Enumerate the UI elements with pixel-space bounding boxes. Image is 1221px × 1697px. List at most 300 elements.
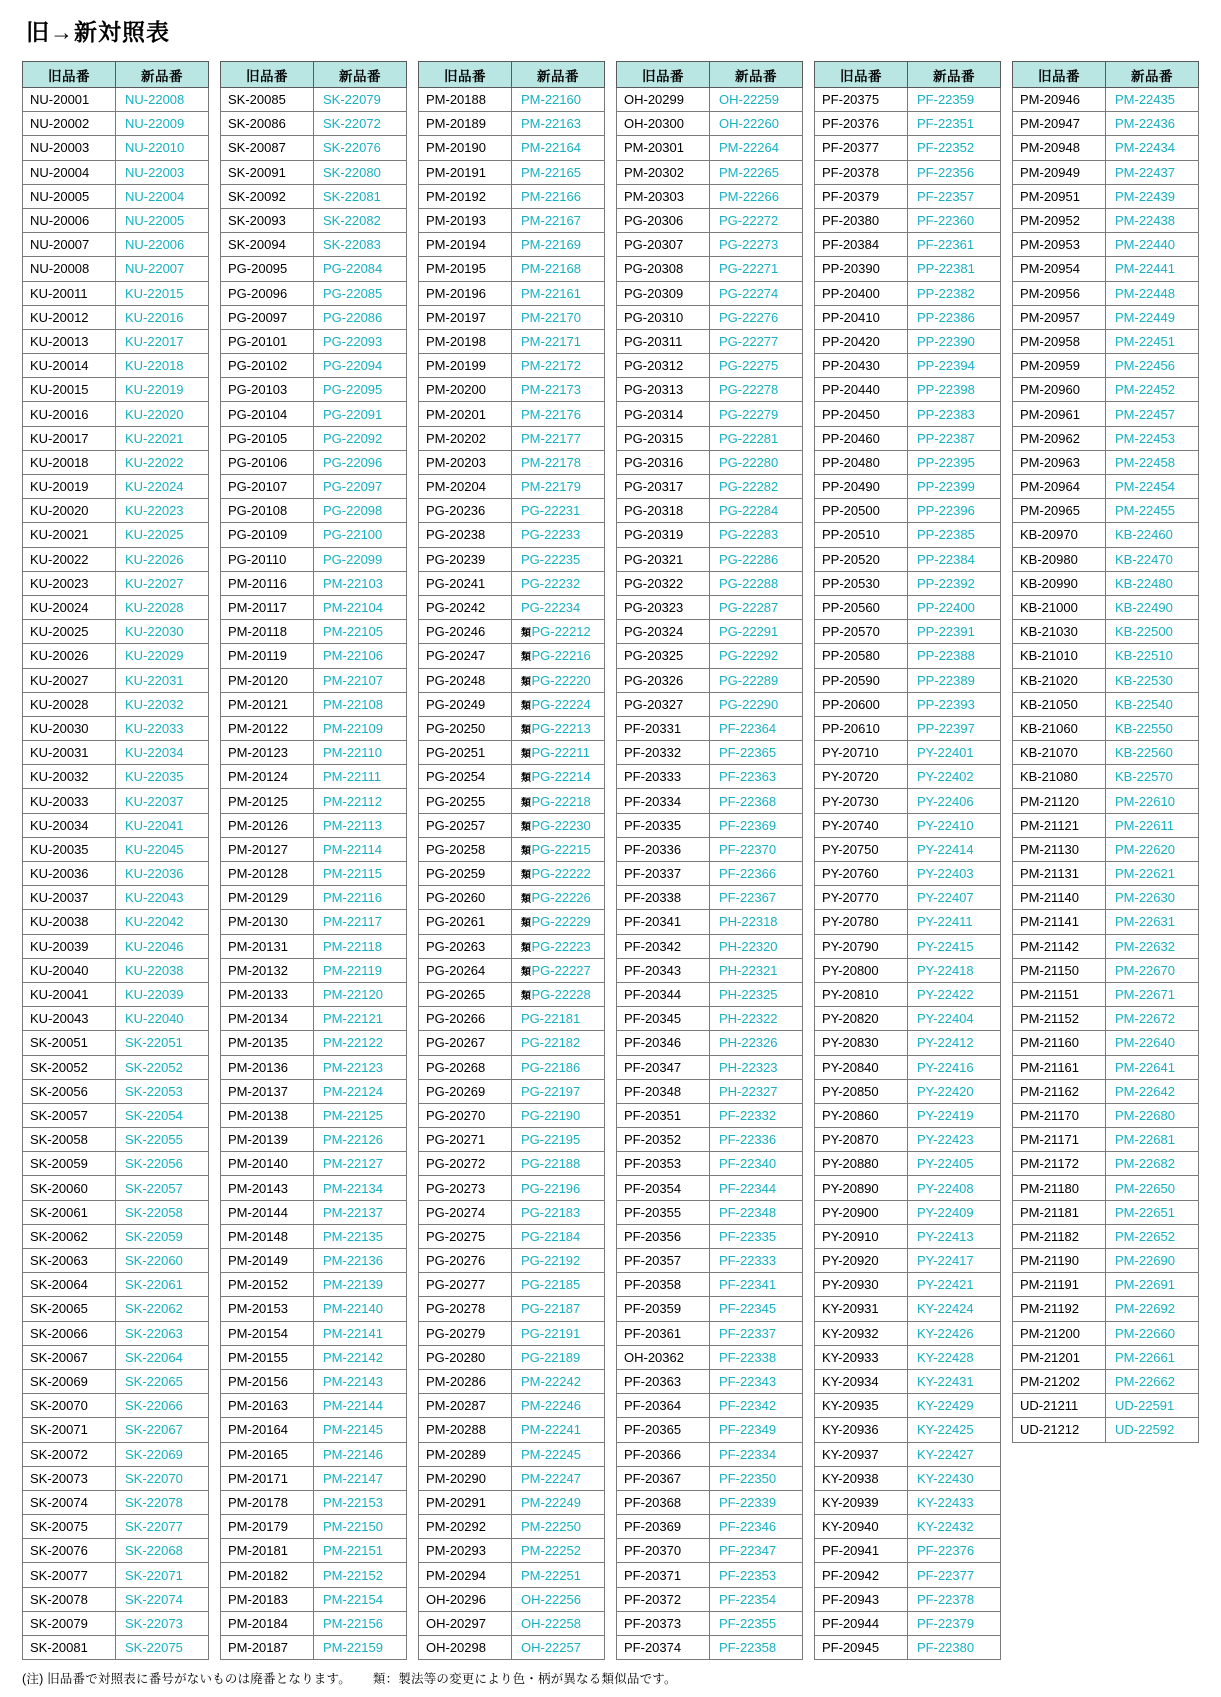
table-row (815, 112, 1001, 136)
new-code-cell: PG-22231 (512, 499, 605, 523)
new-code-cell (512, 886, 605, 910)
table-row (815, 329, 1001, 353)
new-code-cell: PM-22106 (314, 644, 407, 668)
table-row (617, 160, 803, 184)
table-row (815, 837, 1001, 861)
old-code-cell: PP-20430 (815, 354, 908, 378)
table-row (1013, 910, 1199, 934)
table-row (23, 523, 209, 547)
table-row (419, 1249, 605, 1273)
table-row (617, 1249, 803, 1273)
new-code-cell: PM-22168 (512, 257, 605, 281)
column-header-new-code: 新品番 (116, 62, 209, 88)
table-row (221, 1176, 407, 1200)
old-code-cell: PP-20530 (815, 571, 908, 595)
table-row (419, 1442, 605, 1466)
old-code-cell: PM-20123 (221, 741, 314, 765)
table-row (1013, 789, 1199, 813)
table-row (617, 1321, 803, 1345)
table-row (815, 1031, 1001, 1055)
old-code-cell: KU-20035 (23, 837, 116, 861)
old-code-cell: PM-20193 (419, 208, 512, 232)
new-code-cell: PM-22147 (314, 1466, 407, 1490)
old-code-cell: PM-20199 (419, 354, 512, 378)
table-row (23, 402, 209, 426)
new-code-cell: PM-22125 (314, 1103, 407, 1127)
old-code-cell: PP-20500 (815, 499, 908, 523)
table-row (617, 1563, 803, 1587)
table-row (221, 1007, 407, 1031)
new-code-cell (512, 644, 605, 668)
table-row (815, 1539, 1001, 1563)
table-row (221, 305, 407, 329)
table-row (23, 1152, 209, 1176)
old-code-cell: KY-20933 (815, 1345, 908, 1369)
table-row (815, 1055, 1001, 1079)
table-row (23, 1587, 209, 1611)
new-code-cell: SK-22053 (116, 1079, 209, 1103)
new-code-cell: KU-22021 (116, 426, 209, 450)
table-row (221, 934, 407, 958)
old-code-cell: PP-20510 (815, 523, 908, 547)
new-code-cell: PM-22246 (512, 1394, 605, 1418)
new-code-text: PG-22214 (531, 769, 591, 785)
table-row (23, 741, 209, 765)
column-header-old-code: 旧品番 (419, 62, 512, 88)
old-code-cell: PG-20236 (419, 499, 512, 523)
new-code-cell: PY-22401 (908, 741, 1001, 765)
footnote-main: (注) 旧品番で対照表に番号がないものは廃番となります。 (22, 1672, 351, 1687)
old-code-cell: PM-20303 (617, 184, 710, 208)
table-row (221, 813, 407, 837)
new-code-cell: KY-22430 (908, 1466, 1001, 1490)
new-code-text: PG-22211 (531, 745, 590, 761)
new-code-cell: PM-22165 (512, 160, 605, 184)
table-row (419, 1007, 605, 1031)
new-code-cell: KU-22034 (116, 741, 209, 765)
new-code-cell: PF-22334 (710, 1442, 803, 1466)
table-row (221, 547, 407, 571)
table-row (23, 547, 209, 571)
table-row (221, 1636, 407, 1660)
table-row (23, 958, 209, 982)
new-code-cell: PM-22127 (314, 1152, 407, 1176)
new-code-cell: PP-22381 (908, 257, 1001, 281)
old-code-cell: PG-20247 (419, 644, 512, 668)
table-row (1013, 862, 1199, 886)
old-code-cell: PM-20288 (419, 1418, 512, 1442)
old-code-cell: UD-21212 (1013, 1418, 1106, 1442)
new-code-cell: PM-22144 (314, 1394, 407, 1418)
old-code-cell: SK-20078 (23, 1587, 116, 1611)
old-code-cell: KY-20934 (815, 1369, 908, 1393)
new-code-cell: PM-22153 (314, 1490, 407, 1514)
new-code-cell: PG-22274 (710, 281, 803, 305)
new-code-text: PG-22216 (531, 648, 591, 664)
table-row (419, 1515, 605, 1539)
old-code-cell: SK-20071 (23, 1418, 116, 1442)
old-code-cell: PG-20097 (221, 305, 314, 329)
table-row (419, 1273, 605, 1297)
table-row (221, 257, 407, 281)
table-row (221, 329, 407, 353)
table-row (221, 475, 407, 499)
old-code-cell: SK-20069 (23, 1369, 116, 1393)
old-code-cell: SK-20073 (23, 1466, 116, 1490)
new-code-cell: PP-22388 (908, 644, 1001, 668)
old-code-cell: PF-20380 (815, 208, 908, 232)
table-row (221, 1515, 407, 1539)
new-code-cell: SK-22069 (116, 1442, 209, 1466)
old-code-cell: PG-20314 (617, 402, 710, 426)
table-row (221, 1345, 407, 1369)
table-row (815, 499, 1001, 523)
table-row (23, 426, 209, 450)
old-code-cell: KU-20027 (23, 668, 116, 692)
new-code-cell: PY-22410 (908, 813, 1001, 837)
old-code-cell: NU-20008 (23, 257, 116, 281)
old-code-cell: KB-21050 (1013, 692, 1106, 716)
new-code-cell: PM-22152 (314, 1563, 407, 1587)
table-row (617, 1079, 803, 1103)
new-code-cell: SK-22083 (314, 233, 407, 257)
table-row (617, 910, 803, 934)
old-code-cell: NU-20002 (23, 112, 116, 136)
old-code-cell: PM-20121 (221, 692, 314, 716)
table-row (23, 1418, 209, 1442)
old-code-cell: PG-20280 (419, 1345, 512, 1369)
new-code-cell: PG-22189 (512, 1345, 605, 1369)
table-row (1013, 765, 1199, 789)
old-code-cell: KU-20026 (23, 644, 116, 668)
table-row (23, 208, 209, 232)
new-code-cell: PM-22145 (314, 1418, 407, 1442)
old-code-cell: KB-21020 (1013, 668, 1106, 692)
new-code-cell: PF-22376 (908, 1539, 1001, 1563)
new-code-cell: PG-22191 (512, 1321, 605, 1345)
old-code-cell: PG-20312 (617, 354, 710, 378)
table-row (23, 620, 209, 644)
table-row (617, 620, 803, 644)
old-code-cell: KY-20931 (815, 1297, 908, 1321)
table-row (1013, 813, 1199, 837)
new-code-cell: PF-22368 (710, 789, 803, 813)
similar-product-marker: 類 (521, 845, 531, 857)
table-row (1013, 644, 1199, 668)
new-code-cell: PP-22382 (908, 281, 1001, 305)
table-row (221, 1369, 407, 1393)
new-code-text: PG-22218 (531, 793, 591, 809)
old-code-cell: PF-20364 (617, 1394, 710, 1418)
old-code-cell: PF-20351 (617, 1103, 710, 1127)
table-row (23, 668, 209, 692)
old-code-cell: OH-20362 (617, 1345, 710, 1369)
table-row (617, 644, 803, 668)
new-code-cell: PG-22290 (710, 692, 803, 716)
new-code-cell: PG-22187 (512, 1297, 605, 1321)
old-code-cell: KY-20938 (815, 1466, 908, 1490)
new-code-cell: PH-22327 (710, 1079, 803, 1103)
old-code-cell: SK-20077 (23, 1563, 116, 1587)
table-row (617, 1539, 803, 1563)
table-row (617, 1515, 803, 1539)
table-row (1013, 692, 1199, 716)
table-row (23, 571, 209, 595)
new-code-cell: NU-22006 (116, 233, 209, 257)
old-code-cell: OH-20300 (617, 112, 710, 136)
table-row (419, 426, 605, 450)
old-code-cell: PF-20375 (815, 88, 908, 112)
old-code-cell: KU-20025 (23, 620, 116, 644)
table-row (419, 1394, 605, 1418)
old-code-cell: PF-20336 (617, 837, 710, 861)
new-code-cell: PM-22452 (1106, 378, 1199, 402)
table-row (617, 958, 803, 982)
new-code-cell: PY-22411 (908, 910, 1001, 934)
old-code-cell: KU-20033 (23, 789, 116, 813)
old-code-cell: PP-20440 (815, 378, 908, 402)
new-code-cell: PM-22126 (314, 1128, 407, 1152)
similar-product-marker: 類 (521, 821, 531, 833)
old-code-cell: SK-20070 (23, 1394, 116, 1418)
old-code-cell: PG-20323 (617, 595, 710, 619)
table-row (419, 1539, 605, 1563)
new-code-cell: PG-22182 (512, 1031, 605, 1055)
table-row (617, 1224, 803, 1248)
new-code-cell (512, 862, 605, 886)
old-code-cell: KU-20019 (23, 475, 116, 499)
new-code-cell: KY-22431 (908, 1369, 1001, 1393)
new-code-cell: PM-22682 (1106, 1152, 1199, 1176)
new-code-cell: SK-22068 (116, 1539, 209, 1563)
table-row (617, 1176, 803, 1200)
table-row (617, 257, 803, 281)
new-code-cell: PM-22173 (512, 378, 605, 402)
new-code-cell: PF-22359 (908, 88, 1001, 112)
similar-product-marker: 類 (521, 870, 531, 882)
old-code-cell: PM-20144 (221, 1200, 314, 1224)
old-code-cell: PM-20961 (1013, 402, 1106, 426)
table-row (23, 982, 209, 1006)
new-code-cell: PM-22680 (1106, 1103, 1199, 1127)
new-code-cell: SK-22052 (116, 1055, 209, 1079)
table-row (1013, 426, 1199, 450)
new-code-cell: PF-22352 (908, 136, 1001, 160)
new-code-cell: PF-22351 (908, 112, 1001, 136)
old-code-cell: PG-20239 (419, 547, 512, 571)
table-row (617, 208, 803, 232)
new-code-text: PG-22229 (531, 914, 591, 930)
conversion-table-6 (1012, 61, 1199, 1443)
old-code-cell: PM-20182 (221, 1563, 314, 1587)
table-row (617, 1055, 803, 1079)
old-code-cell: PG-20307 (617, 233, 710, 257)
old-code-cell: PM-20201 (419, 402, 512, 426)
new-code-cell: PM-22159 (314, 1636, 407, 1660)
table-row (419, 88, 605, 112)
old-code-cell: PM-21171 (1013, 1128, 1106, 1152)
old-code-cell: PF-20354 (617, 1176, 710, 1200)
new-code-cell: PM-22242 (512, 1369, 605, 1393)
table-row (1013, 450, 1199, 474)
new-code-cell: PF-22333 (710, 1249, 803, 1273)
new-code-cell: PM-22453 (1106, 426, 1199, 450)
old-code-cell: PM-20292 (419, 1515, 512, 1539)
table-row (419, 1563, 605, 1587)
column-header-new-code: 新品番 (908, 62, 1001, 88)
new-code-cell: KY-22427 (908, 1442, 1001, 1466)
old-code-cell: PM-20156 (221, 1369, 314, 1393)
table-row (23, 1007, 209, 1031)
column-header-old-code: 旧品番 (1013, 62, 1106, 88)
old-code-cell: PP-20520 (815, 547, 908, 571)
old-code-cell: PM-20120 (221, 668, 314, 692)
new-code-cell: SK-22060 (116, 1249, 209, 1273)
old-code-cell: PG-20255 (419, 789, 512, 813)
similar-product-marker: 類 (521, 942, 531, 954)
similar-product-marker: 類 (521, 773, 531, 785)
new-code-cell: PG-22092 (314, 426, 407, 450)
new-code-cell: PY-22406 (908, 789, 1001, 813)
old-code-cell: PM-20957 (1013, 305, 1106, 329)
table-row (1013, 523, 1199, 547)
old-code-cell: PY-20740 (815, 813, 908, 837)
new-code-cell: KY-22425 (908, 1418, 1001, 1442)
new-code-cell: PM-22457 (1106, 402, 1199, 426)
new-code-cell: PM-22435 (1106, 88, 1199, 112)
table-row (23, 1200, 209, 1224)
table-row (617, 1007, 803, 1031)
table-row (815, 1273, 1001, 1297)
old-code-cell: SK-20074 (23, 1490, 116, 1514)
new-code-cell: KU-22017 (116, 329, 209, 353)
table-row (221, 958, 407, 982)
new-code-cell: PM-22143 (314, 1369, 407, 1393)
table-row (419, 329, 605, 353)
new-code-cell: PM-22121 (314, 1007, 407, 1031)
old-code-cell: PM-20152 (221, 1273, 314, 1297)
new-code-cell: PG-22272 (710, 208, 803, 232)
new-code-cell: PM-22135 (314, 1224, 407, 1248)
table-row (221, 1490, 407, 1514)
table-row (221, 450, 407, 474)
table-row (815, 644, 1001, 668)
old-code-cell: PG-20274 (419, 1200, 512, 1224)
table-row (23, 934, 209, 958)
old-code-cell: PY-20710 (815, 741, 908, 765)
old-code-cell: PM-20183 (221, 1587, 314, 1611)
old-code-cell: PM-20197 (419, 305, 512, 329)
new-code-cell: KU-22042 (116, 910, 209, 934)
table-row (23, 813, 209, 837)
old-code-cell: KU-20031 (23, 741, 116, 765)
old-code-cell: PM-21200 (1013, 1321, 1106, 1345)
table-row (419, 620, 605, 644)
new-code-cell: KB-22560 (1106, 741, 1199, 765)
new-code-cell: PM-22154 (314, 1587, 407, 1611)
table-row (1013, 378, 1199, 402)
old-code-cell: KU-20040 (23, 958, 116, 982)
old-code-cell: PG-20254 (419, 765, 512, 789)
old-code-cell: PY-20800 (815, 958, 908, 982)
table-row (617, 789, 803, 813)
old-code-cell: PG-20306 (617, 208, 710, 232)
old-code-cell: PG-20096 (221, 281, 314, 305)
new-code-cell: PF-22340 (710, 1152, 803, 1176)
table-row (221, 571, 407, 595)
table-row (815, 305, 1001, 329)
new-code-cell: PF-22365 (710, 741, 803, 765)
old-code-cell: PF-20356 (617, 1224, 710, 1248)
old-code-cell: PG-20276 (419, 1249, 512, 1273)
new-code-cell: PP-22385 (908, 523, 1001, 547)
table-row (419, 1466, 605, 1490)
table-row (617, 499, 803, 523)
table-header-row (419, 62, 605, 88)
table-row (221, 88, 407, 112)
old-code-cell: PF-20363 (617, 1369, 710, 1393)
table-row (23, 1636, 209, 1660)
old-code-cell: PF-20344 (617, 982, 710, 1006)
new-code-cell: PF-22377 (908, 1563, 1001, 1587)
new-code-cell: NU-22009 (116, 112, 209, 136)
new-code-cell: PM-22662 (1106, 1369, 1199, 1393)
old-code-cell: PM-21130 (1013, 837, 1106, 861)
old-code-cell: KU-20043 (23, 1007, 116, 1031)
old-code-cell: SK-20091 (221, 160, 314, 184)
old-code-cell: SK-20094 (221, 233, 314, 257)
table-row (617, 1103, 803, 1127)
table-row (419, 1418, 605, 1442)
new-code-cell: SK-22054 (116, 1103, 209, 1127)
table-row (419, 136, 605, 160)
old-code-cell: PP-20590 (815, 668, 908, 692)
new-code-cell: PY-22415 (908, 934, 1001, 958)
new-code-cell: PM-22113 (314, 813, 407, 837)
old-code-cell: PM-20165 (221, 1442, 314, 1466)
new-code-cell: PG-22234 (512, 595, 605, 619)
table-row (1013, 668, 1199, 692)
table-row (23, 1103, 209, 1127)
new-code-cell: PH-22326 (710, 1031, 803, 1055)
new-code-cell: PF-22350 (710, 1466, 803, 1490)
table-row (1013, 233, 1199, 257)
table-row (815, 88, 1001, 112)
new-code-cell: PH-22321 (710, 958, 803, 982)
new-code-cell: PM-22111 (314, 765, 407, 789)
table-row (23, 644, 209, 668)
old-code-cell: PY-20730 (815, 789, 908, 813)
table-row (1013, 499, 1199, 523)
table-row (221, 1273, 407, 1297)
table-row (617, 571, 803, 595)
new-code-cell: KU-22022 (116, 450, 209, 474)
old-code-cell: PM-20203 (419, 450, 512, 474)
old-code-cell: PG-20321 (617, 547, 710, 571)
old-code-cell: PM-20122 (221, 716, 314, 740)
column-header-old-code: 旧品番 (617, 62, 710, 88)
old-code-cell: PG-20095 (221, 257, 314, 281)
table-row (23, 1031, 209, 1055)
old-code-cell: PF-20369 (617, 1515, 710, 1539)
table-row (419, 1587, 605, 1611)
table-row (815, 571, 1001, 595)
old-code-cell: PM-21202 (1013, 1369, 1106, 1393)
table-row (815, 1152, 1001, 1176)
new-code-text: PG-22230 (531, 817, 591, 833)
new-code-cell: PM-22621 (1106, 862, 1199, 886)
table-row (23, 112, 209, 136)
